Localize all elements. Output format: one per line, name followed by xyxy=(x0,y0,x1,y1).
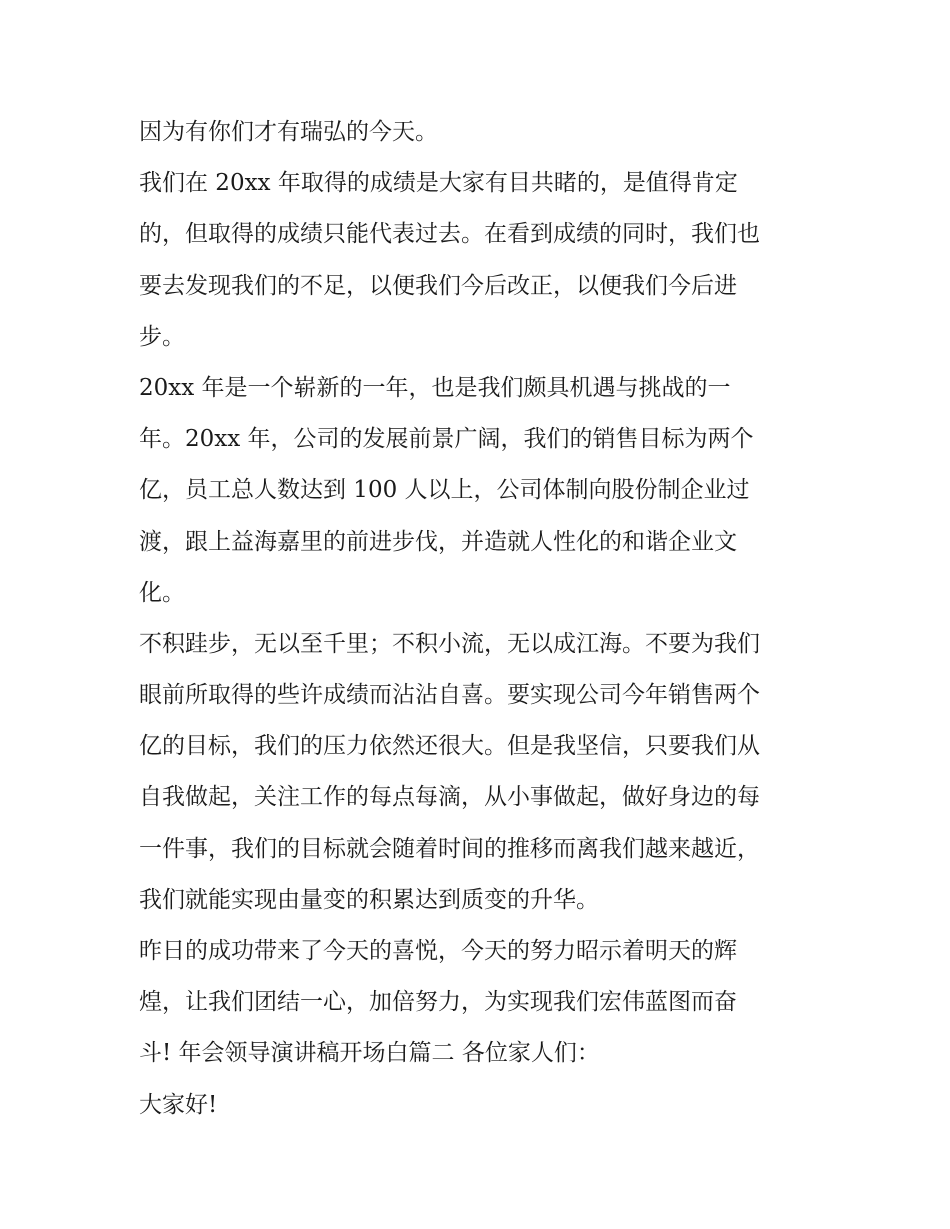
text-line: 煌，让我们团结一心，加倍努力，为实现我们宏伟蓝图而奋 xyxy=(139,989,737,1016)
text-line: 化。 xyxy=(139,579,185,606)
text-line: 大家好! xyxy=(139,1091,218,1118)
text-line: 我们就能实现由量变的积累达到质变的升华。 xyxy=(139,886,599,913)
text-line: 不积跬步，无以至千里；不积小流，无以成江海。不要为我们 xyxy=(139,630,760,657)
text-line: 一件事，我们的目标就会随着时间的推移而离我们越来越近， xyxy=(139,835,760,862)
text-line: 要去发现我们的不足，以便我们今后改正，以便我们今后进 xyxy=(139,272,737,299)
text-line: 我们在 20xx 年取得的成绩是大家有目共睹的，是值得肯定 xyxy=(139,170,738,197)
text-line: 亿，员工总人数达到 100 人以上，公司体制向股份制企业过 xyxy=(139,477,750,504)
text-line: 因为有你们才有瑞弘的今天。 xyxy=(139,119,438,145)
text-line: 亿的目标，我们的压力依然还很大。但是我坚信，只要我们从 xyxy=(139,733,760,760)
text-line: 的，但取得的成绩只能代表过去。在看到成绩的同时，我们也 xyxy=(139,221,760,248)
text-line: 20xx 年是一个崭新的一年，也是我们颇具机遇与挑战的一 xyxy=(139,374,731,401)
text-line: 渡，跟上益海嘉里的前进步伐，并造就人性化的和谐企业文 xyxy=(139,528,737,555)
text-line: 昨日的成功带来了今天的喜悦，今天的努力昭示着明天的辉 xyxy=(139,938,737,964)
text-line: 年。20xx 年，公司的发展前景广阔，我们的销售目标为两个 xyxy=(139,426,754,453)
document-body xyxy=(139,107,839,1131)
text-line: 斗! 年会领导演讲稿开场白篇二 各位家人们： xyxy=(139,1040,600,1067)
text-line: 眼前所取得的些许成绩而沾沾自喜。要实现公司今年销售两个 xyxy=(139,682,760,709)
text-line: 步。 xyxy=(139,323,185,350)
text-line: 自我做起，关注工作的每点每滴，从小事做起，做好身边的每 xyxy=(139,784,760,811)
